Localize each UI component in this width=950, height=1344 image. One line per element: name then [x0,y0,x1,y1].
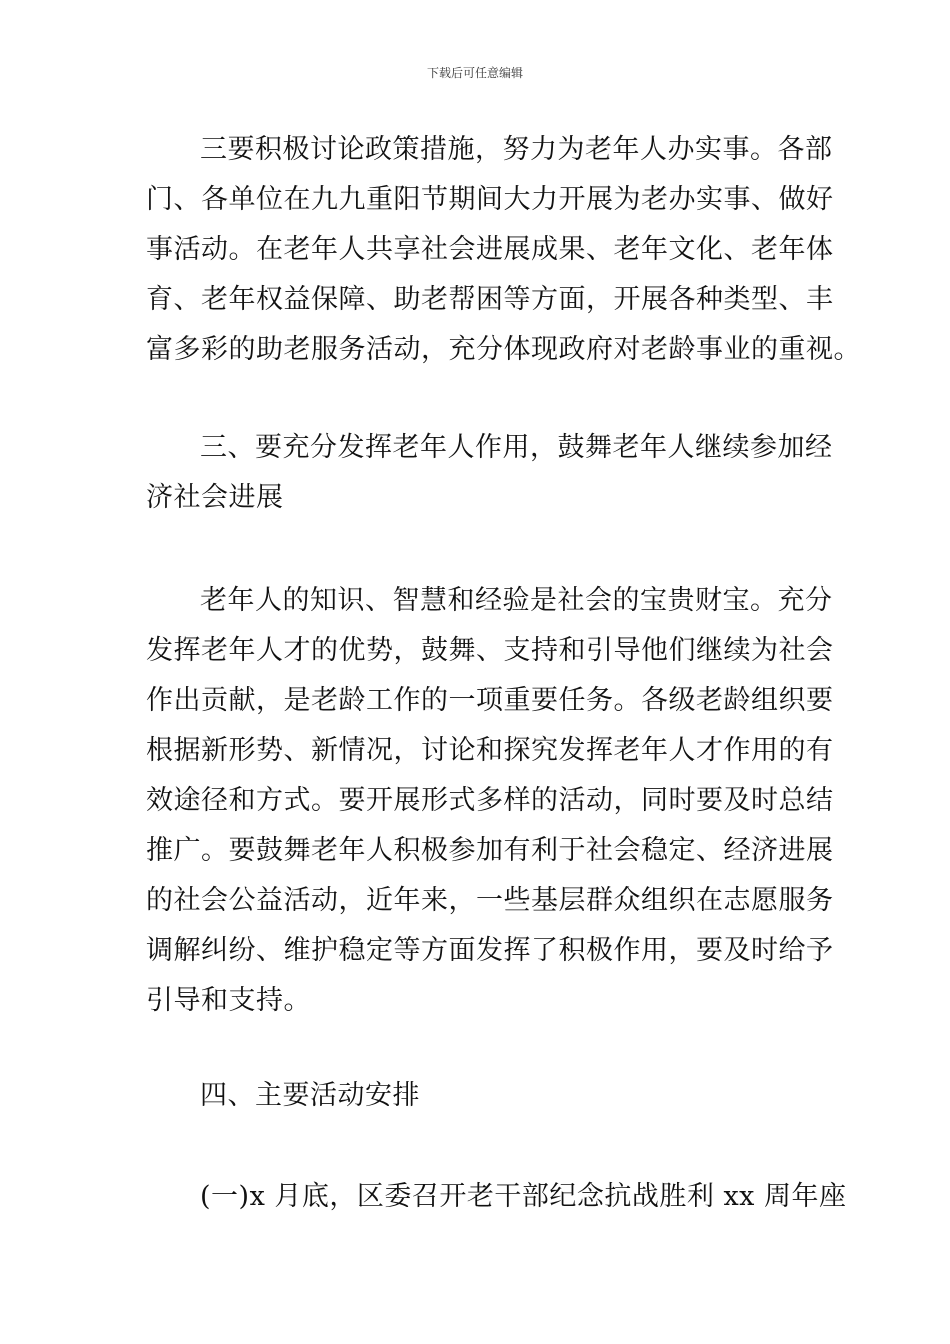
text-line: 门、各单位在九九重阳节期间大力开展为老办实事、做好 [146,184,834,215]
text-line: 调解纠纷、维护稳定等方面发挥了积极作用，要及时给予 [146,935,834,966]
section-heading-three [146,423,833,523]
text-line: 三、要充分发挥老年人作用，鼓舞老年人继续参加经 [200,432,833,463]
text-line: 济社会进展 [146,482,284,513]
text-line: 推广。要鼓舞老年人积极参加有利于社会稳定、经济进展 [146,835,834,866]
section-heading-four [146,1071,808,1121]
text-line: 事活动。在老年人共享社会进展成果、老年文化、老年体 [146,234,834,265]
text-line: 育、老年权益保障、助老帮困等方面，开展各种类型、丰 [146,284,834,315]
text-line: 的社会公益活动，近年来，一些基层群众组织在志愿服务 [146,885,834,916]
section-four-heading-block [146,1071,808,1121]
text-line: (一)x 月底，区委召开老干部纪念抗战胜利 xx 周年座 [200,1181,847,1212]
activity-item-one-block [146,1172,847,1222]
text-line: 效途径和方式。要开展形式多样的活动，同时要及时总结 [146,785,834,816]
text-line: 引导和支持。 [146,985,311,1016]
document-body [146,125,861,375]
page-header: 下载后可任意编辑 [426,66,523,80]
text-line: 老年人的知识、智慧和经验是社会的宝贵财宝。充分 [200,585,833,616]
section-three-heading-block [146,423,833,523]
elderly-talent-block [146,576,834,1026]
text-line: 四、主要活动安排 [200,1080,420,1111]
text-line: 三要积极讨论政策措施，努力为老年人办实事。各部 [200,134,833,165]
text-line: 发挥老年人才的优势，鼓舞、支持和引导他们继续为社会 [146,635,834,666]
paragraph-activity-item-one [146,1172,847,1222]
text-line: 根据新形势、新情况，讨论和探究发挥老年人才作用的有 [146,735,834,766]
paragraph-elderly-affairs [146,125,861,375]
text-line: 作出贡献，是老龄工作的一项重要任务。各级老龄组织要 [146,685,834,716]
text-line: 富多彩的助老服务活动，充分体现政府对老龄事业的重视。 [146,334,861,365]
paragraph-elderly-talent [146,576,834,1026]
